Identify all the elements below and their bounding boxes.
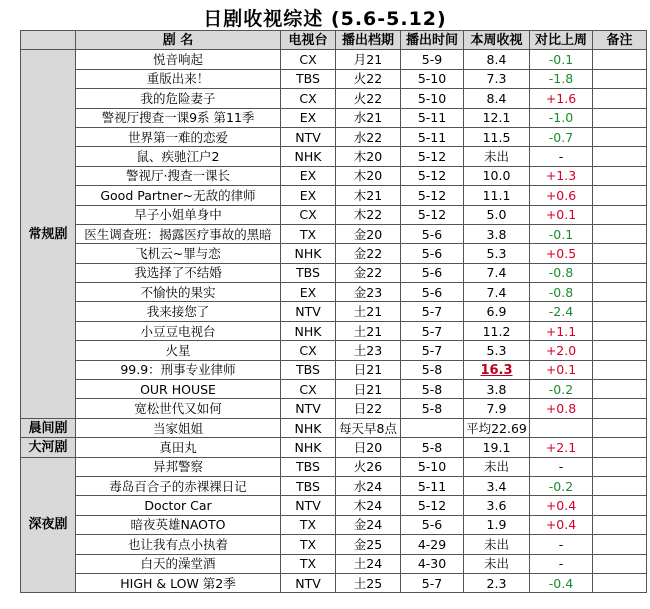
change-cell: - <box>530 535 593 554</box>
table-row <box>21 283 647 302</box>
station-cell: CX <box>281 341 336 360</box>
slot-cell: 日21 <box>336 360 401 379</box>
change-cell: +2.1 <box>530 438 593 457</box>
table-row <box>21 205 647 224</box>
category-label: 大河剧 <box>21 438 76 457</box>
drama-title: 鼠、疾驰江户2 <box>76 147 281 166</box>
category-label: 常规剧 <box>21 50 76 418</box>
note-cell <box>593 321 647 340</box>
slot-cell: 水24 <box>336 476 401 495</box>
table-row <box>21 89 647 108</box>
change-cell: +0.8 <box>530 399 593 418</box>
rating-cell: 3.4 <box>464 476 530 495</box>
drama-title: 悦音响起 <box>76 50 281 69</box>
date-cell: 5-8 <box>401 360 464 379</box>
change-cell: -0.1 <box>530 224 593 243</box>
col-header-change: 对比上周 <box>530 31 593 50</box>
note-cell <box>593 418 647 437</box>
drama-title: 当家姐姐 <box>76 418 281 437</box>
date-cell: 5-11 <box>401 476 464 495</box>
change-cell: +1.1 <box>530 321 593 340</box>
ratings-table <box>20 30 647 593</box>
station-cell: TBS <box>281 69 336 88</box>
col-header-station: 电视台 <box>281 31 336 50</box>
date-cell: 5-10 <box>401 457 464 476</box>
rating-cell: 7.4 <box>464 283 530 302</box>
note-cell <box>593 89 647 108</box>
rating-cell: 12.1 <box>464 108 530 127</box>
date-cell: 5-7 <box>401 321 464 340</box>
change-cell: -0.1 <box>530 50 593 69</box>
station-cell: NTV <box>281 127 336 146</box>
drama-title: 医生调查班：揭露医疗事故的黑暗 <box>76 224 281 243</box>
rating-cell: 11.5 <box>464 127 530 146</box>
table-row <box>21 127 647 146</box>
header-row <box>21 31 647 50</box>
date-cell <box>401 418 464 437</box>
rating-cell: 8.4 <box>464 50 530 69</box>
date-cell: 5-6 <box>401 263 464 282</box>
drama-title: 宽松世代又如何 <box>76 399 281 418</box>
table-row <box>21 69 647 88</box>
note-cell <box>593 127 647 146</box>
change-cell: - <box>530 554 593 573</box>
date-cell: 5-11 <box>401 127 464 146</box>
slot-cell: 土24 <box>336 554 401 573</box>
date-cell: 5-10 <box>401 89 464 108</box>
note-cell <box>593 69 647 88</box>
station-cell: NTV <box>281 573 336 592</box>
change-cell: +1.6 <box>530 89 593 108</box>
note-cell <box>593 147 647 166</box>
rating-cell: 11.1 <box>464 186 530 205</box>
rating-cell: 未出 <box>464 147 530 166</box>
station-cell: TX <box>281 515 336 534</box>
rating-cell: 6.9 <box>464 302 530 321</box>
date-cell: 5-6 <box>401 244 464 263</box>
station-cell: NTV <box>281 302 336 321</box>
note-cell <box>593 535 647 554</box>
rating-cell: 5.3 <box>464 341 530 360</box>
station-cell: NTV <box>281 496 336 515</box>
drama-title: HIGH & LOW 第2季 <box>76 573 281 592</box>
rating-cell: 7.9 <box>464 399 530 418</box>
slot-cell: 金23 <box>336 283 401 302</box>
table-row <box>21 166 647 185</box>
drama-title: 毒岛百合子的赤裸裸日记 <box>76 476 281 495</box>
slot-cell: 木21 <box>336 186 401 205</box>
drama-title: 白天的澡堂酒 <box>76 554 281 573</box>
slot-cell: 土21 <box>336 321 401 340</box>
change-cell: +0.5 <box>530 244 593 263</box>
change-cell: +0.6 <box>530 186 593 205</box>
station-cell: NHK <box>281 147 336 166</box>
change-cell: - <box>530 147 593 166</box>
change-cell: -1.8 <box>530 69 593 88</box>
rating-cell: 8.4 <box>464 89 530 108</box>
date-cell: 4-30 <box>401 554 464 573</box>
drama-title: 小豆豆电视台 <box>76 321 281 340</box>
station-cell: EX <box>281 283 336 302</box>
date-cell: 5-12 <box>401 496 464 515</box>
drama-title: 警视厅·搜查一课长 <box>76 166 281 185</box>
rating-cell: 7.4 <box>464 263 530 282</box>
station-cell: NHK <box>281 418 336 437</box>
station-cell: NTV <box>281 399 336 418</box>
note-cell <box>593 438 647 457</box>
table-row <box>21 399 647 418</box>
drama-title: 99.9：刑事专业律师 <box>76 360 281 379</box>
slot-cell: 水22 <box>336 127 401 146</box>
change-cell: +0.1 <box>530 205 593 224</box>
change-cell: -1.0 <box>530 108 593 127</box>
table-row <box>21 244 647 263</box>
drama-title: 我来接您了 <box>76 302 281 321</box>
slot-cell: 木20 <box>336 147 401 166</box>
date-cell: 5-7 <box>401 302 464 321</box>
drama-title: Good Partner~无敌的律师 <box>76 186 281 205</box>
note-cell <box>593 399 647 418</box>
change-cell: - <box>530 457 593 476</box>
drama-title: 世界第一难的恋爱 <box>76 127 281 146</box>
rating-cell: 3.8 <box>464 224 530 243</box>
slot-cell: 木24 <box>336 496 401 515</box>
note-cell <box>593 341 647 360</box>
station-cell: CX <box>281 89 336 108</box>
change-cell: -0.7 <box>530 127 593 146</box>
station-cell: EX <box>281 108 336 127</box>
change-cell <box>530 418 593 437</box>
slot-cell: 月21 <box>336 50 401 69</box>
drama-title: 飞机云~罪与恋 <box>76 244 281 263</box>
drama-title: 异邦警察 <box>76 457 281 476</box>
note-cell <box>593 496 647 515</box>
table-row <box>21 535 647 554</box>
rating-cell: 平均22.69 <box>464 418 530 437</box>
table-row <box>21 186 647 205</box>
drama-title: 警视厅搜查一课9系 第11季 <box>76 108 281 127</box>
note-cell <box>593 108 647 127</box>
table-row <box>21 438 647 457</box>
note-cell <box>593 244 647 263</box>
table-row <box>21 147 647 166</box>
date-cell: 5-11 <box>401 108 464 127</box>
category-label: 深夜剧 <box>21 457 76 593</box>
date-cell: 5-8 <box>401 380 464 399</box>
table-row <box>21 321 647 340</box>
slot-cell: 火26 <box>336 457 401 476</box>
slot-cell: 水21 <box>336 108 401 127</box>
table-row <box>21 476 647 495</box>
drama-title: 我的危险妻子 <box>76 89 281 108</box>
table-row <box>21 263 647 282</box>
note-cell <box>593 283 647 302</box>
date-cell: 5-10 <box>401 69 464 88</box>
change-cell: -2.4 <box>530 302 593 321</box>
drama-title: 重版出来！ <box>76 69 281 88</box>
table-row <box>21 554 647 573</box>
slot-cell: 木22 <box>336 205 401 224</box>
drama-title: 也让我有点小执着 <box>76 535 281 554</box>
date-cell: 5-8 <box>401 399 464 418</box>
table-row <box>21 418 647 437</box>
slot-cell: 金25 <box>336 535 401 554</box>
slot-cell: 日22 <box>336 399 401 418</box>
date-cell: 5-6 <box>401 283 464 302</box>
table-row <box>21 108 647 127</box>
rating-cell: 3.8 <box>464 380 530 399</box>
rating-cell: 未出 <box>464 457 530 476</box>
change-cell: -0.4 <box>530 573 593 592</box>
table-row <box>21 496 647 515</box>
slot-cell: 土25 <box>336 573 401 592</box>
table-row <box>21 302 647 321</box>
date-cell: 5-7 <box>401 341 464 360</box>
change-cell: +0.1 <box>530 360 593 379</box>
date-cell: 5-6 <box>401 224 464 243</box>
date-cell: 5-7 <box>401 573 464 592</box>
station-cell: EX <box>281 166 336 185</box>
rating-cell: 5.3 <box>464 244 530 263</box>
slot-cell: 金24 <box>336 515 401 534</box>
rating-cell: 7.3 <box>464 69 530 88</box>
highlight-rating: 16.3 <box>480 362 513 378</box>
station-cell: EX <box>281 186 336 205</box>
table-row <box>21 515 647 534</box>
slot-cell: 土23 <box>336 341 401 360</box>
station-cell: NHK <box>281 321 336 340</box>
change-cell: +1.3 <box>530 166 593 185</box>
note-cell <box>593 186 647 205</box>
drama-title: 真田丸 <box>76 438 281 457</box>
drama-title: 早子小姐单身中 <box>76 205 281 224</box>
rating-cell: 19.1 <box>464 438 530 457</box>
station-cell: TBS <box>281 360 336 379</box>
col-header-rating: 本周收视 <box>464 31 530 50</box>
change-cell: +0.4 <box>530 515 593 534</box>
table-row <box>21 50 647 69</box>
col-header-title: 剧 名 <box>76 31 281 50</box>
slot-cell: 金20 <box>336 224 401 243</box>
table-row <box>21 380 647 399</box>
station-cell: TBS <box>281 457 336 476</box>
station-cell: CX <box>281 205 336 224</box>
station-cell: CX <box>281 50 336 69</box>
slot-cell: 每天早8点 <box>336 418 401 437</box>
change-cell: -0.8 <box>530 263 593 282</box>
note-cell <box>593 205 647 224</box>
rating-cell: 5.0 <box>464 205 530 224</box>
rating-cell: 1.9 <box>464 515 530 534</box>
date-cell: 5-12 <box>401 166 464 185</box>
table-row <box>21 224 647 243</box>
date-cell: 5-12 <box>401 147 464 166</box>
date-cell: 5-6 <box>401 515 464 534</box>
table-row <box>21 573 647 592</box>
station-cell: NHK <box>281 438 336 457</box>
rating-cell: 10.0 <box>464 166 530 185</box>
note-cell <box>593 302 647 321</box>
note-cell <box>593 573 647 592</box>
drama-title: 火星 <box>76 341 281 360</box>
slot-cell: 土21 <box>336 302 401 321</box>
note-cell <box>593 360 647 379</box>
rating-cell: 2.3 <box>464 573 530 592</box>
rating-cell: 未出 <box>464 535 530 554</box>
slot-cell: 木20 <box>336 166 401 185</box>
note-cell <box>593 515 647 534</box>
station-cell: TBS <box>281 263 336 282</box>
slot-cell: 火22 <box>336 69 401 88</box>
change-cell: +2.0 <box>530 341 593 360</box>
date-cell: 5-9 <box>401 50 464 69</box>
note-cell <box>593 50 647 69</box>
drama-title: 我选择了不结婚 <box>76 263 281 282</box>
note-cell <box>593 554 647 573</box>
category-label: 晨间剧 <box>21 418 76 437</box>
station-cell: CX <box>281 380 336 399</box>
date-cell: 5-12 <box>401 205 464 224</box>
slot-cell: 火22 <box>336 89 401 108</box>
page-title: 日剧收视综述 (5.6-5.12) <box>203 8 447 30</box>
slot-cell: 日21 <box>336 380 401 399</box>
note-cell <box>593 380 647 399</box>
note-cell <box>593 263 647 282</box>
date-cell: 5-8 <box>401 438 464 457</box>
drama-title: OUR HOUSE <box>76 380 281 399</box>
col-header-note: 备注 <box>593 31 647 50</box>
rating-cell: 3.6 <box>464 496 530 515</box>
date-cell: 5-12 <box>401 186 464 205</box>
col-header-slot: 播出档期 <box>336 31 401 50</box>
rating-cell: 未出 <box>464 554 530 573</box>
date-cell: 4-29 <box>401 535 464 554</box>
corner-cell <box>21 31 76 50</box>
slot-cell: 金22 <box>336 263 401 282</box>
change-cell: -0.8 <box>530 283 593 302</box>
drama-title: Doctor Car <box>76 496 281 515</box>
change-cell: -0.2 <box>530 476 593 495</box>
slot-cell: 日20 <box>336 438 401 457</box>
change-cell: -0.2 <box>530 380 593 399</box>
note-cell <box>593 166 647 185</box>
change-cell: +0.4 <box>530 496 593 515</box>
note-cell <box>593 224 647 243</box>
rating-cell <box>464 360 530 379</box>
col-header-date: 播出时间 <box>401 31 464 50</box>
station-cell: TX <box>281 224 336 243</box>
station-cell: NHK <box>281 244 336 263</box>
table-row <box>21 341 647 360</box>
rating-cell: 11.2 <box>464 321 530 340</box>
note-cell <box>593 457 647 476</box>
table-body <box>21 50 647 593</box>
table-row <box>21 457 647 476</box>
station-cell: TX <box>281 535 336 554</box>
table-row <box>21 360 647 379</box>
drama-title: 不愉快的果实 <box>76 283 281 302</box>
slot-cell: 金22 <box>336 244 401 263</box>
drama-title: 暗夜英雄NAOTO <box>76 515 281 534</box>
station-cell: TBS <box>281 476 336 495</box>
note-cell <box>593 476 647 495</box>
station-cell: TX <box>281 554 336 573</box>
